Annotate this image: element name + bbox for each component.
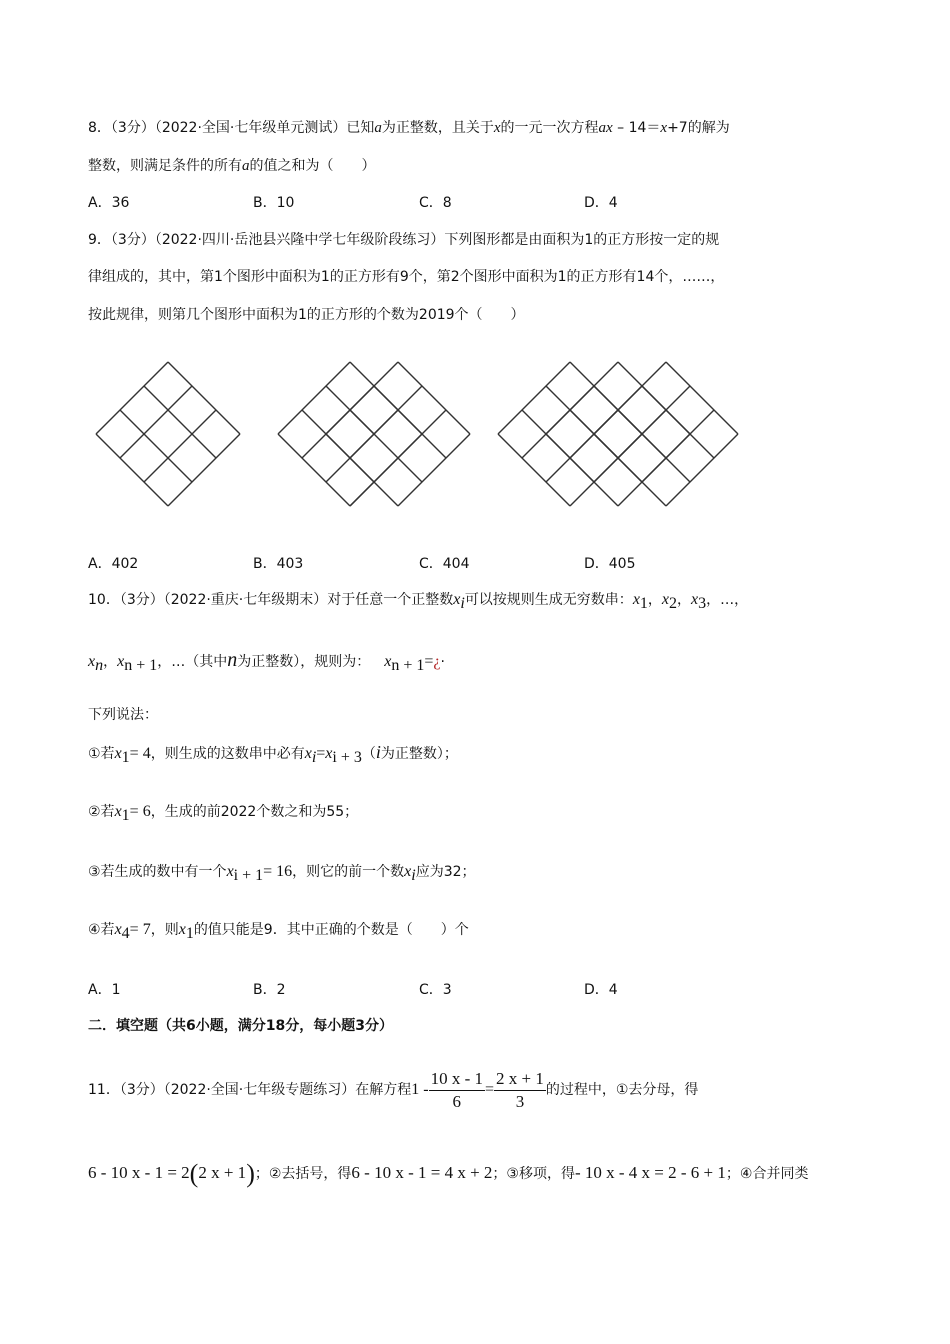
q11-frac-2 <box>494 1068 546 1113</box>
q10-eq: = 7 <box>129 921 151 938</box>
q8-eq-x: x <box>660 120 668 136</box>
q10-sub: i + 1 <box>233 867 264 884</box>
q8-text: 为正整数，且关于 <box>381 120 494 136</box>
q11-line2 <box>88 1155 808 1192</box>
q9-line3: 按此规律，则第几个图形中面积为1的正方形的个数为2019个（ ） <box>88 307 525 323</box>
q10-var: x <box>453 591 461 608</box>
q10-var: x <box>325 745 333 762</box>
q10-var: x <box>691 591 699 608</box>
q10-text: 可以按规则生成无穷数串： <box>464 592 633 608</box>
q10-text: ，生成的前2022个数之和为55； <box>150 804 359 820</box>
q10-eq: = <box>316 745 326 762</box>
q9-figure-2 <box>276 360 476 512</box>
q10-text: ①若 <box>88 746 115 762</box>
q10-text: 10．（3分）（2022·重庆·七年级期末）对于任意一个正整数 <box>88 592 454 608</box>
q10-sub: i <box>460 595 465 612</box>
q10-sub: n + 1 <box>391 657 425 674</box>
q9-option-b: B．403 <box>253 556 304 572</box>
q10-var: x <box>384 653 392 670</box>
q8-option-c: C．8 <box>419 195 452 211</box>
q8-line1 <box>88 118 730 138</box>
q11-text: ；④合并同类 <box>725 1166 809 1182</box>
q8-text: 的一元一次方程 <box>500 120 599 136</box>
q10-var: x <box>117 653 125 670</box>
q10-eq: = 4 <box>129 745 151 762</box>
q10-sub: n + 1 <box>124 657 158 674</box>
q11-frac1-num: 10 x - 1 <box>429 1068 485 1091</box>
q10-statement-4 <box>88 920 469 944</box>
q10-var: x <box>632 591 640 608</box>
q11-frac-1 <box>429 1068 485 1113</box>
q11-step1-math: 6 - 10 x - 1 = 2 <box>88 1163 190 1182</box>
q10-text: （ <box>361 746 376 762</box>
q9-figure-1 <box>94 360 246 512</box>
q10-statement-3 <box>88 862 476 886</box>
q10-text: ，…（其中 <box>157 654 228 670</box>
q10-sub: i <box>311 749 317 766</box>
q10-text: 为正整数），规则为： <box>237 654 371 670</box>
q10-sub: 4 <box>121 925 130 942</box>
q8-option-a: A．36 <box>88 195 130 211</box>
q10-sub: 2 <box>669 595 678 612</box>
q8-eq-ax: ax <box>598 120 613 136</box>
q10-option-d: D．4 <box>584 982 618 998</box>
q8-option-d: D．4 <box>584 195 618 211</box>
q10-sub: 1 <box>639 595 648 612</box>
q8-var-a: a <box>242 158 250 174</box>
q11-paren: ( <box>189 1159 199 1188</box>
q11-paren: ) <box>246 1159 255 1188</box>
q10-sub: 1 <box>121 749 130 766</box>
q9-line1: 9．（3分）（2022·四川·岳池县兴隆中学七年级阶段练习）下列图形都是由面积为1的正方形按一定的规 <box>88 232 720 248</box>
q9-option-c: C．404 <box>419 556 470 572</box>
q8-text: 8．（3分）（2022·全国·七年级单元测试）已知 <box>88 120 375 136</box>
q11-text: 11．（3分）（2022·全国·七年级专题练习）在解方程 <box>88 1082 412 1098</box>
q8-text: 的解为 <box>687 120 730 136</box>
q11-eq: 1 - <box>411 1081 429 1098</box>
q10-var-i: i <box>375 742 381 762</box>
q10-text: ④若 <box>88 922 115 938</box>
q10-text: ③若生成的数中有一个 <box>88 864 227 880</box>
q10-intro: 下列说法： <box>88 707 158 723</box>
q10-var: x <box>114 745 122 762</box>
q10-sub: 1 <box>121 807 130 824</box>
q9-option-d: D．405 <box>584 556 636 572</box>
q10-var: x <box>178 921 186 938</box>
q10-line2: $x_n$，$x_{n + 1}$，…（其中n为正整数），规则为： $x_{n + 1}=¿\cdot$ <box>88 649 445 674</box>
q8-text: 的值之和为（ ） <box>249 158 376 174</box>
q10-text: 应为32； <box>415 864 476 880</box>
q10-rule-rhs: ¿ <box>433 653 441 670</box>
q10-sub: i <box>411 867 416 884</box>
q8-line2 <box>88 156 376 176</box>
q11-line1 <box>88 1065 698 1115</box>
q11-step2-math: 6 - 10 x - 1 = 4 x + 2 <box>351 1163 493 1182</box>
q10-text: ②若 <box>88 804 115 820</box>
q10-var: x <box>88 653 96 670</box>
q10-eq: = 6 <box>129 803 151 820</box>
q10-text: ，则 <box>150 922 179 938</box>
q10-statement-2 <box>88 802 358 826</box>
q10-option-b: B．2 <box>253 982 286 998</box>
q10-var: x <box>304 745 312 762</box>
q9-option-a: A．402 <box>88 556 139 572</box>
q10-eq: = <box>424 653 434 670</box>
q10-var: x <box>114 803 122 820</box>
q8-eq: – 14＝ <box>612 120 661 136</box>
q10-text: ，…， <box>706 592 749 608</box>
q11-frac2-num: 2 x + 1 <box>494 1068 546 1091</box>
q10-var: x <box>404 863 412 880</box>
q8-text: 整数，则满足条件的所有 <box>88 158 242 174</box>
q10-sub: 1 <box>185 925 194 942</box>
q10-var-n: n <box>227 649 238 671</box>
q8-eq: +7 <box>667 120 688 136</box>
q10-text: ，则它的前一个数 <box>292 864 405 880</box>
q10-text: ，则生成的这数串中必有 <box>150 746 305 762</box>
q9-figure-3 <box>496 360 744 512</box>
q11-text: ；②去括号，得 <box>254 1166 352 1182</box>
q10-text: 为正整数）； <box>380 746 458 762</box>
q10-eq: = 16 <box>263 863 293 880</box>
q10-text: 的值只能是9．其中正确的个数是（ ）个 <box>193 922 469 938</box>
q8-option-b: B．10 <box>253 195 295 211</box>
q8-var-x: x <box>493 120 501 136</box>
q11-step3-math: - 10 x - 4 x = 2 - 6 + 1 <box>574 1163 726 1182</box>
q11-step1-inner: 2 x + 1 <box>198 1163 247 1182</box>
q10-sub: n <box>95 657 104 674</box>
q10-line1: 10．（3分）（2022·重庆·七年级期末）对于任意一个正整数$x_i$可以按规则生成无穷数串：$x_1$，$x_2$，$x_3$，…， <box>88 591 749 612</box>
q8-var-a: a <box>374 120 382 136</box>
q10-option-c: C．3 <box>419 982 452 998</box>
q10-sub: 3 <box>698 595 707 612</box>
q10-option-a: A．1 <box>88 982 121 998</box>
q11-frac2-den: 3 <box>515 1091 525 1111</box>
q10-statement-1 <box>88 742 458 768</box>
q9-line2: 律组成的，其中，第1个图形中面积为1的正方形有9个，第2个图形中面积为1的正方形有14个，……， <box>88 269 725 285</box>
q11-text: ；③移项，得 <box>492 1166 575 1182</box>
q11-frac1-den: 6 <box>452 1091 462 1111</box>
q11-text: 的过程中，①去分母，得 <box>545 1082 699 1098</box>
q10-var: x <box>114 921 122 938</box>
q10-var: x <box>226 863 234 880</box>
section2-title: 二．填空题（共6小题，满分18分，每小题3分） <box>88 1018 393 1034</box>
q11-eq: = <box>485 1081 495 1098</box>
q10-var: x <box>661 591 670 608</box>
q10-sub: i + 3 <box>332 749 362 766</box>
